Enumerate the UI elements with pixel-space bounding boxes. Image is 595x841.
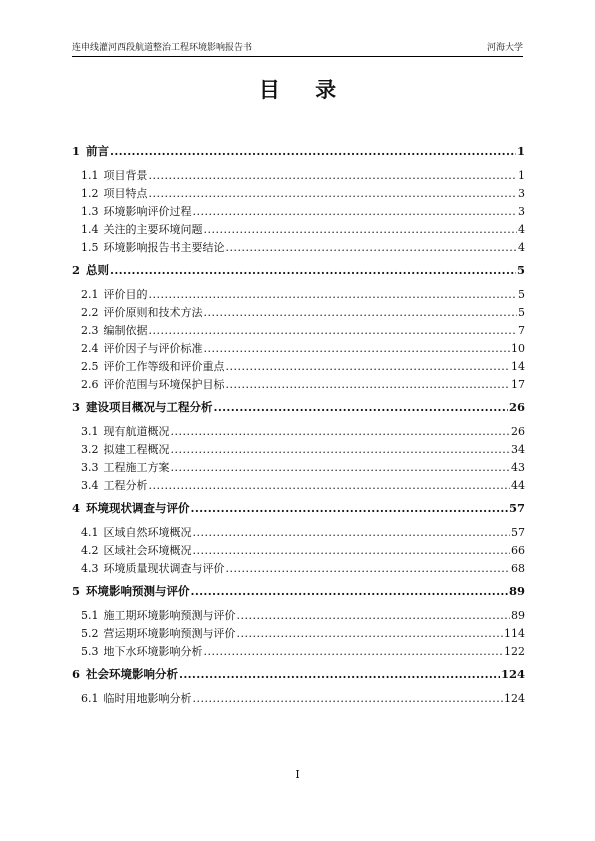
header-organization: 河海大学 [486, 43, 523, 53]
toc-entry-number: 5.1 [81, 609, 99, 622]
toc-entry-title: 关注的主要环境问题 [103, 223, 203, 236]
toc-section-entry[interactable] [72, 358, 525, 375]
toc-entry-page: 3 [518, 187, 525, 200]
toc-section-entry[interactable] [72, 477, 525, 494]
toc-entry-title: 营运期环境影响预测与评价 [103, 627, 236, 640]
toc-entry-title: 环境影响预测与评价 [86, 584, 190, 598]
toc-section-entry[interactable] [72, 304, 525, 321]
toc-entry-title: 项目背景 [103, 169, 148, 182]
toc-dot-leader [110, 143, 516, 160]
toc-dot-leader [149, 167, 518, 184]
page-header [72, 42, 523, 57]
toc-section-entry[interactable] [72, 340, 525, 357]
toc-entry-number: 1 [72, 144, 81, 158]
toc-section-entry[interactable] [72, 286, 525, 303]
toc-dot-leader [149, 477, 511, 494]
toc-dot-leader [214, 399, 508, 416]
toc-dot-leader [204, 221, 518, 238]
toc-entry-number: 5.3 [81, 645, 99, 658]
toc-entry-number: 4.3 [81, 562, 99, 575]
toc-entry-number: 4.2 [81, 544, 99, 557]
toc-entry-page: 4 [518, 223, 525, 236]
toc-dot-leader [149, 286, 518, 303]
toc-entry-number: 4.1 [81, 526, 99, 539]
toc-chapter-entry[interactable] [72, 583, 525, 600]
toc-section-entry[interactable] [72, 607, 525, 624]
toc-dot-leader [191, 500, 508, 517]
toc-entry-page: 89 [511, 609, 525, 622]
toc-entry-number: 3 [72, 400, 81, 414]
toc-section-entry[interactable] [72, 560, 525, 577]
toc-entry-title: 评价目的 [103, 288, 148, 301]
toc-dot-leader [193, 690, 504, 707]
toc-entry-title: 环境影响报告书主要结论 [103, 241, 225, 254]
toc-entry-number: 3.3 [81, 461, 99, 474]
toc-entry-page: 43 [511, 461, 525, 474]
header-document-title: 连申线灌河西段航道整治工程环境影响报告书 [72, 43, 253, 53]
toc-entry-page: 10 [511, 342, 525, 355]
toc-entry-number: 2.2 [81, 306, 99, 319]
toc-dot-leader [237, 625, 504, 642]
toc-dot-leader [226, 376, 511, 393]
toc-entry-page: 1 [518, 169, 525, 182]
toc-entry-number: 2.5 [81, 360, 99, 373]
toc-entry-page: 89 [508, 584, 525, 598]
toc-entry-number: 3.1 [81, 425, 99, 438]
toc-entry-page: 34 [511, 443, 525, 456]
toc-entry-number: 1.5 [81, 241, 99, 254]
toc-chapter-entry[interactable] [72, 399, 525, 416]
toc-entry-page: 57 [511, 526, 525, 539]
toc-dot-leader [204, 340, 511, 357]
toc-entry-page: 5 [518, 306, 525, 319]
toc-entry-title: 施工期环境影响预测与评价 [103, 609, 236, 622]
toc-section-entry[interactable] [72, 185, 525, 202]
toc-section-entry[interactable] [72, 643, 525, 660]
toc-dot-leader [193, 542, 511, 559]
toc-entry-page: 124 [504, 692, 525, 705]
toc-entry-number: 2.3 [81, 324, 99, 337]
toc-entry-page: 26 [511, 425, 525, 438]
toc-entry-page: 68 [511, 562, 525, 575]
toc-entry-number: 5.2 [81, 627, 99, 640]
toc-entry-title: 工程分析 [103, 479, 148, 492]
toc-dot-leader [149, 322, 518, 339]
toc-entry-number: 3.4 [81, 479, 99, 492]
toc-entry-title: 区域自然环境概况 [103, 526, 192, 539]
toc-dot-leader [237, 607, 511, 624]
toc-entry-number: 4 [72, 501, 81, 515]
toc-entry-title: 工程施工方案 [103, 461, 170, 474]
toc-entry-page: 114 [504, 627, 525, 640]
toc-section-entry[interactable] [72, 542, 525, 559]
toc-entry-title: 拟建工程概况 [103, 443, 170, 456]
toc-entry-title: 评价原则和技术方法 [103, 306, 203, 319]
toc-dot-leader [204, 304, 518, 321]
toc-entry-title: 项目特点 [103, 187, 148, 200]
page-number: I [295, 768, 300, 781]
toc-entry-page: 17 [511, 378, 525, 391]
toc-chapter-entry[interactable] [72, 143, 525, 160]
toc-entry-number: 1.3 [81, 205, 99, 218]
toc-entry-page: 3 [518, 205, 525, 218]
toc-entry-page: 1 [516, 144, 525, 158]
toc-entry-page: 5 [516, 263, 525, 277]
toc-section-entry[interactable] [72, 524, 525, 541]
toc-section-entry[interactable] [72, 203, 525, 220]
toc-chapter-entry[interactable] [72, 262, 525, 279]
toc-dot-leader [171, 423, 511, 440]
toc-entry-title: 评价工作等级和评价重点 [103, 360, 225, 373]
toc-dot-leader [204, 643, 504, 660]
toc-chapter-entry[interactable] [72, 500, 525, 517]
toc-entry-title: 评价范围与环境保护目标 [103, 378, 225, 391]
toc-entry-title: 区域社会环境概况 [103, 544, 192, 557]
toc-entry-page: 4 [518, 241, 525, 254]
toc-section-entry[interactable] [72, 423, 525, 440]
toc-section-entry[interactable] [72, 167, 525, 184]
toc-entry-title: 编制依据 [103, 324, 148, 337]
toc-entry-page: 44 [511, 479, 525, 492]
toc-entry-number: 6 [72, 667, 81, 681]
toc-entry-page: 122 [504, 645, 525, 658]
toc-section-entry[interactable] [72, 239, 525, 256]
toc-section-entry[interactable] [72, 221, 525, 238]
toc-entry-page: 124 [500, 667, 525, 681]
toc-entry-number: 6.1 [81, 692, 99, 705]
toc-entry-title: 地下水环境影响分析 [103, 645, 203, 658]
toc-entry-number: 2.6 [81, 378, 99, 391]
toc-section-entry[interactable] [72, 322, 525, 339]
toc-dot-leader [226, 239, 518, 256]
toc-entry-title: 环境现状调查与评价 [86, 501, 190, 515]
toc-entry-number: 1.4 [81, 223, 99, 236]
table-of-contents [72, 143, 525, 707]
toc-section-entry[interactable] [72, 459, 525, 476]
toc-entry-page: 14 [511, 360, 525, 373]
toc-dot-leader [193, 203, 518, 220]
toc-dot-leader [179, 666, 500, 683]
toc-dot-leader [191, 583, 508, 600]
toc-entry-page: 57 [508, 501, 525, 515]
toc-entry-page: 5 [518, 288, 525, 301]
toc-chapter-entry[interactable] [72, 666, 525, 683]
toc-entry-page: 26 [508, 400, 525, 414]
toc-dot-leader [193, 524, 511, 541]
toc-entry-title: 环境质量现状调查与评价 [103, 562, 225, 575]
toc-section-entry[interactable] [72, 441, 525, 458]
toc-entry-number: 1.2 [81, 187, 99, 200]
toc-dot-leader [110, 262, 516, 279]
toc-dot-leader [226, 358, 511, 375]
toc-section-entry[interactable] [72, 376, 525, 393]
toc-entry-number: 2 [72, 263, 81, 277]
toc-dot-leader [171, 441, 511, 458]
toc-entry-number: 3.2 [81, 443, 99, 456]
toc-entry-page: 7 [518, 324, 525, 337]
toc-entry-title: 评价因子与评价标准 [103, 342, 203, 355]
toc-dot-leader [171, 459, 511, 476]
toc-entry-title: 现有航道概况 [103, 425, 170, 438]
toc-entry-title: 临时用地影响分析 [103, 692, 192, 705]
toc-dot-leader [226, 560, 511, 577]
toc-entry-number: 2.1 [81, 288, 99, 301]
toc-section-entry[interactable] [72, 690, 525, 707]
toc-entry-number: 5 [72, 584, 81, 598]
toc-entry-title: 建设项目概况与工程分析 [86, 400, 213, 414]
toc-entry-title: 社会环境影响分析 [86, 667, 179, 681]
toc-entry-page: 66 [511, 544, 525, 557]
toc-entry-title: 总则 [86, 263, 110, 277]
toc-entry-title: 前言 [86, 144, 110, 158]
toc-entry-title: 环境影响评价过程 [103, 205, 192, 218]
toc-section-entry[interactable] [72, 625, 525, 642]
toc-entry-number: 2.4 [81, 342, 99, 355]
toc-title: 目 录 [258, 77, 351, 102]
toc-entry-number: 1.1 [81, 169, 99, 182]
toc-dot-leader [149, 185, 518, 202]
